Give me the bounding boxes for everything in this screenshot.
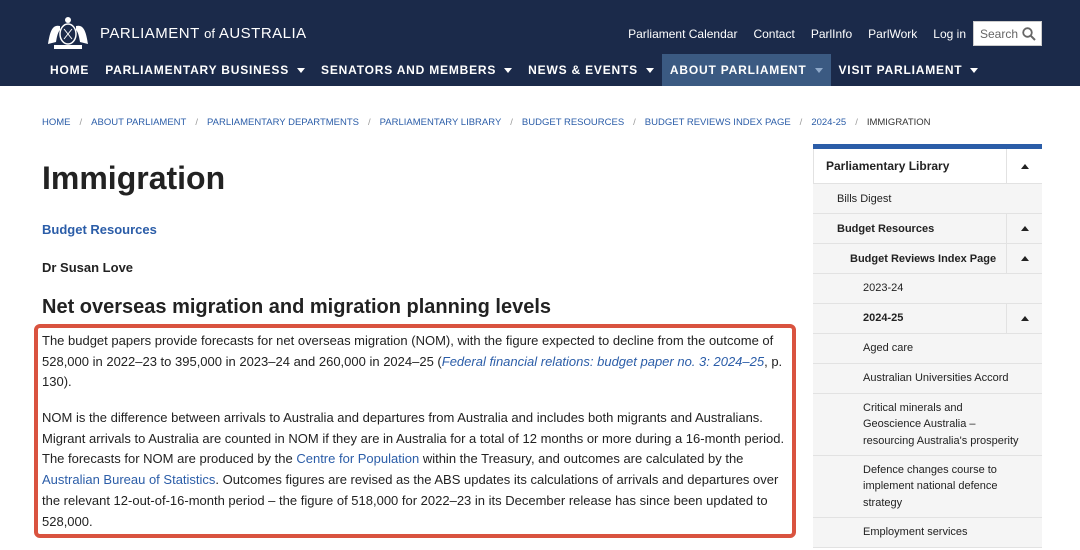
- sidebar-item-2024-25[interactable]: 2024-25: [813, 304, 1042, 334]
- breadcrumb: HOME / ABOUT PARLIAMENT / PARLIAMENTARY DEPARTMENTS / PARLIAMENTARY LIBRARY / BUDGET RESOURCES / BUDGET REVIEWS INDEX PAGE / 2024-25 / IMMIGRATION: [42, 117, 931, 128]
- chevron-up-icon: [1021, 256, 1029, 261]
- budget-paper-link[interactable]: Federal financial relations: budget paper no. 3: 2024–25: [441, 353, 765, 369]
- breadcrumb-2024-25[interactable]: 2024-25: [811, 117, 847, 128]
- budget-resources-link[interactable]: Budget Resources: [42, 222, 157, 237]
- nav-parliamentary-business[interactable]: PARLIAMENTARY BUSINESS: [97, 54, 313, 86]
- nav-about-parliament[interactable]: ABOUT PARLIAMENT: [662, 54, 831, 86]
- site-name: [100, 25, 307, 42]
- paragraph-2: NOM is the difference between arrivals to Australia and departures from Australia and includes both migrants and Australians. Migrant arrivals to Australia are counted in NOM if they are in Australia for a total of 12 months or more during a 16-month period. The forecasts for NOM are produced by the Centre for Population within the Treasury, and outcomes are calculated by the Australian Bureau of Statistics. Outcomes figures are revised as the ABS updates its calculations of arrivals and departures over the relevant 12-out-of-16-month period – the figure of 518,000 for 2022–23 in its December release has since been updated to 528,000.: [42, 410, 785, 529]
- paragraph-1: The budget papers provide forecasts for net overseas migration (NOM), with the figure expected to decline from the outcome of 528,000 in 2022–23 to 395,000 in 2023–24 and 260,000 in 2024–25 (Federal financial relations: budget paper no. 3: 2024–25, p. 130).: [42, 333, 783, 390]
- collapse-toggle[interactable]: [1006, 244, 1042, 273]
- coat-of-arms-icon: [44, 14, 92, 52]
- author-name: Dr Susan Love: [42, 260, 134, 275]
- sidebar-nav: [813, 144, 1042, 548]
- util-link-parlinfo[interactable]: ParlInfo: [810, 27, 853, 41]
- chevron-down-icon: [504, 68, 512, 73]
- breadcrumb-home[interactable]: HOME: [42, 117, 71, 128]
- util-link-parlwork[interactable]: ParlWork: [868, 27, 918, 41]
- site-name-of: of: [204, 25, 215, 41]
- search-input[interactable]: [973, 21, 1042, 46]
- collapse-toggle[interactable]: [1006, 214, 1042, 243]
- centre-for-population-link[interactable]: Centre for Population: [296, 451, 420, 467]
- site-header: [0, 0, 1080, 86]
- nav-news-events[interactable]: NEWS & EVENTS: [520, 54, 662, 86]
- chevron-up-icon: [1021, 226, 1029, 231]
- breadcrumb-current: IMMIGRATION: [866, 117, 931, 128]
- breadcrumb-parliamentary-departments[interactable]: PARLIAMENTARY DEPARTMENTS: [206, 117, 360, 128]
- chevron-down-icon: [970, 68, 978, 73]
- nav-home[interactable]: HOME: [50, 63, 90, 77]
- sidebar-item-budget-reviews[interactable]: Budget Reviews Index Page: [813, 244, 1042, 274]
- sidebar-item-bills-digest[interactable]: Bills Digest: [813, 184, 1042, 214]
- utility-nav: [612, 26, 966, 42]
- main-nav: [42, 54, 986, 86]
- search-icon[interactable]: [1022, 27, 1036, 41]
- site-name-country: AUSTRALIA: [218, 24, 307, 42]
- util-link-contact[interactable]: Contact: [753, 27, 795, 41]
- sidebar-heading[interactable]: Parliamentary Library: [813, 149, 1042, 184]
- breadcrumb-budget-resources[interactable]: BUDGET RESOURCES: [521, 117, 625, 128]
- section-title: Net overseas migration and migration planning levels: [42, 296, 552, 318]
- sidebar-item-critical-minerals[interactable]: Critical minerals and Geoscience Australia – resourcing Australia's prosperity: [813, 394, 1042, 456]
- collapse-toggle[interactable]: [1006, 149, 1042, 183]
- sidebar-item-defence[interactable]: Defence changes course to implement national defence strategy: [813, 456, 1042, 518]
- chevron-down-icon: [646, 68, 654, 73]
- util-link-calendar[interactable]: Parliament Calendar: [628, 27, 738, 41]
- breadcrumb-budget-reviews[interactable]: BUDGET REVIEWS INDEX PAGE: [644, 117, 791, 128]
- sidebar-item-2023-24[interactable]: 2023-24: [813, 274, 1042, 304]
- breadcrumb-parliamentary-library[interactable]: PARLIAMENTARY LIBRARY: [379, 117, 502, 128]
- abs-link[interactable]: Australian Bureau of Statistics: [42, 472, 216, 488]
- site-name-main: PARLIAMENT: [100, 24, 200, 42]
- util-link-login[interactable]: Log in: [933, 27, 966, 41]
- sidebar-item-budget-resources[interactable]: Budget Resources: [813, 214, 1042, 244]
- breadcrumb-about-parliament[interactable]: ABOUT PARLIAMENT: [91, 117, 187, 128]
- nav-visit-parliament[interactable]: VISIT PARLIAMENT: [831, 54, 987, 86]
- search-placeholder: Search: [980, 26, 1019, 41]
- site-logo[interactable]: [44, 14, 307, 52]
- chevron-down-icon: [815, 68, 823, 73]
- chevron-down-icon: [297, 68, 305, 73]
- sidebar-item-universities-accord[interactable]: Australian Universities Accord: [813, 364, 1042, 394]
- sidebar-item-aged-care[interactable]: Aged care: [813, 334, 1042, 364]
- page-title: Immigration: [42, 160, 226, 196]
- sidebar-item-employment-services[interactable]: Employment services: [813, 518, 1042, 548]
- nav-senators-and-members[interactable]: SENATORS AND MEMBERS: [313, 54, 520, 86]
- collapse-toggle[interactable]: [1006, 304, 1042, 333]
- chevron-up-icon: [1021, 164, 1029, 169]
- chevron-up-icon: [1021, 316, 1029, 321]
